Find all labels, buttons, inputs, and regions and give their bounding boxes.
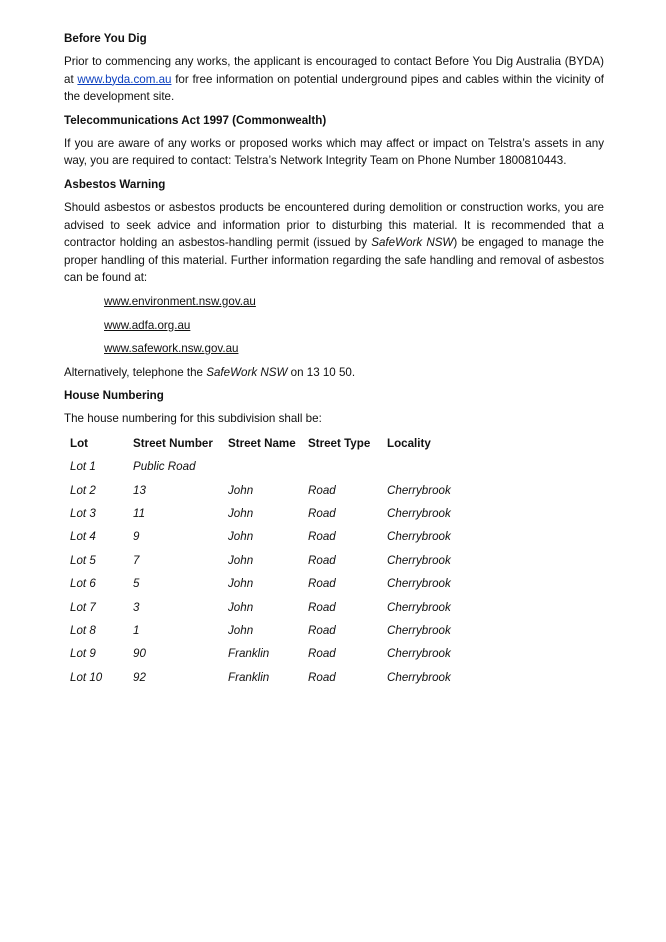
adfa-link[interactable]: www.adfa.org.au: [104, 318, 191, 332]
asbestos-text-start: Should asbestos or asbestos products be encountered during demolition or construction works, you are advised to seek advice and information prior to disturbing this material. It is recommended that a contractor holding an asbestos-handling permit (issued by: [64, 200, 604, 250]
section-heading-before-you-dig: Before You Dig: [64, 32, 147, 45]
cell-street-name: John: [228, 600, 254, 614]
table-row: [70, 619, 487, 642]
cell-street-type: Road: [308, 647, 336, 661]
cell-lot: Lot 9: [70, 647, 96, 661]
asbestos-text-end: ) be engaged to manage the proper handling of this material. Further information regarding the safe handling and removal of asbestos can be found at:: [64, 236, 604, 285]
alt-text-start: Alternatively, telephone the: [64, 365, 207, 379]
table-row: [70, 596, 487, 619]
cell-locality: Cherrybrook: [387, 577, 451, 591]
table-row: [70, 525, 487, 548]
asbestos-text-safework: SafeWork NSW: [371, 236, 454, 250]
cell-locality: Cherrybrook: [387, 530, 451, 544]
document-page: [64, 30, 604, 689]
before-you-dig-text-start: Prior to commencing any works, the applicant is encouraged to contact Before You Dig Australia (BYDA) at: [64, 55, 604, 86]
column-header-locality: Locality: [387, 436, 431, 450]
safework-link[interactable]: www.safework.nsw.gov.au: [104, 342, 239, 356]
section-heading-house-numbering: House Numbering: [64, 389, 164, 403]
asbestos-paragraph: [64, 199, 604, 287]
cell-street-number: 1: [133, 623, 140, 637]
table-row: [70, 572, 487, 595]
cell-locality: Cherrybrook: [387, 600, 451, 614]
column-header-street-number: Street Number: [133, 436, 213, 450]
cell-locality: Cherrybrook: [387, 670, 451, 684]
alt-text-end: on 13 10 50.: [287, 365, 356, 379]
cell-street-name: John: [228, 530, 254, 544]
table-row: [70, 642, 487, 665]
cell-street-number: Public Road: [133, 460, 196, 474]
table-row: [70, 455, 487, 478]
before-you-dig-paragraph: [64, 53, 604, 106]
cell-street-name: Franklin: [228, 647, 270, 661]
cell-locality: Cherrybrook: [387, 506, 451, 520]
cell-lot: Lot 1: [70, 460, 96, 474]
column-header-lot: Lot: [70, 436, 89, 450]
cell-street-type: Road: [308, 577, 336, 591]
cell-lot: Lot 6: [70, 577, 96, 591]
environment-link[interactable]: www.environment.nsw.gov.au: [104, 294, 256, 308]
cell-lot: Lot 8: [70, 623, 96, 637]
cell-street-number: 90: [133, 647, 146, 661]
cell-street-number: 7: [133, 553, 140, 567]
cell-street-number: 13: [133, 483, 146, 497]
cell-street-type: Road: [308, 600, 336, 614]
cell-street-number: 9: [133, 530, 140, 544]
cell-street-type: Road: [308, 530, 336, 544]
cell-street-name: John: [228, 506, 254, 520]
cell-street-name: John: [228, 553, 254, 567]
cell-street-type: Road: [308, 670, 336, 684]
cell-street-number: 5: [133, 577, 140, 591]
table-row: [70, 549, 487, 572]
cell-lot: Lot 10: [70, 670, 103, 684]
house-numbering-table: [70, 432, 487, 689]
cell-locality: Cherrybrook: [387, 553, 451, 567]
section-heading-asbestos: Asbestos Warning: [64, 177, 166, 191]
cell-locality: Cherrybrook: [387, 647, 451, 661]
cell-street-name: John: [228, 483, 254, 497]
cell-lot: Lot 7: [70, 600, 96, 614]
cell-locality: Cherrybrook: [387, 483, 451, 497]
table-row: [70, 479, 487, 502]
cell-street-number: 92: [133, 670, 146, 684]
cell-street-type: Road: [308, 483, 336, 497]
table-row: [70, 666, 487, 689]
byda-link[interactable]: www.byda.com.au: [77, 72, 172, 86]
column-header-street-name: Street Name: [228, 436, 296, 450]
cell-street-type: Road: [308, 623, 336, 637]
telecommunications-paragraph: If you are aware of any works or proposed works which may affect or impact on Telstra’s assets in any way, you are required to contact: Telstra’s Network Integrity Team on Phone Number 1800810443.: [64, 136, 604, 168]
cell-street-number: 3: [133, 600, 140, 614]
house-numbering-intro: The house numbering for this subdivision shall be:: [64, 412, 322, 426]
cell-street-name: Franklin: [228, 670, 270, 684]
alternative-telephone-paragraph: [64, 364, 604, 382]
cell-lot: Lot 5: [70, 553, 96, 567]
cell-locality: Cherrybrook: [387, 623, 451, 637]
cell-lot: Lot 2: [70, 483, 96, 497]
cell-street-type: Road: [308, 506, 336, 520]
table-header-row: [70, 432, 487, 455]
cell-street-number: 11: [133, 506, 146, 520]
cell-lot: Lot 3: [70, 506, 96, 520]
section-heading-telecommunications: Telecommunications Act 1997 (Commonwealth): [64, 113, 327, 127]
cell-lot: Lot 4: [70, 530, 96, 544]
cell-street-name: John: [228, 577, 254, 591]
table-row: [70, 502, 487, 525]
cell-street-type: Road: [308, 553, 336, 567]
cell-street-name: John: [228, 623, 254, 637]
before-you-dig-text-end: for free information on potential underground pipes and cables within the vicinity of the development site.: [64, 72, 604, 104]
column-header-street-type: Street Type: [308, 436, 371, 450]
asbestos-reference-links: [64, 293, 604, 358]
alt-text-safework: SafeWork NSW: [206, 365, 288, 379]
